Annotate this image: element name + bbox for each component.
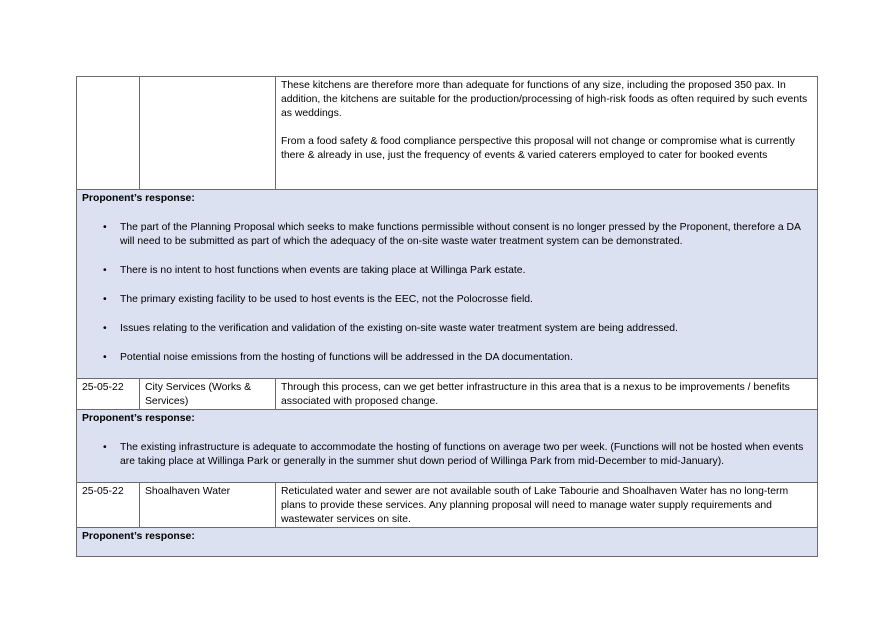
- agency-cell: [140, 77, 276, 190]
- response-cell: [77, 190, 818, 379]
- comment-paragraph: These kitchens are therefore more than adequate for functions of any size, including the proposed 350 pax. In addition, the kitchens are suitable for the production/processing of high-risk foods as often required by such events as weddings.: [281, 80, 808, 119]
- response-row: [77, 528, 818, 557]
- bullet-icon: •: [103, 222, 107, 233]
- date-cell: 25-05-22: [77, 379, 140, 410]
- bullet-text: Potential noise emissions from the hosting of functions will be addressed in the DA documentation.: [120, 352, 573, 363]
- agency-cell: City Services (Works & Services): [140, 379, 276, 410]
- list-item: [82, 264, 812, 278]
- bullet-icon: •: [103, 442, 107, 453]
- date-cell: [77, 77, 140, 190]
- response-heading: Proponent’s response:: [82, 531, 195, 542]
- table-row: [77, 483, 818, 528]
- bullet-text: Issues relating to the verification and validation of the existing on-site waste water treatment system are being addressed.: [120, 323, 678, 334]
- bullet-icon: •: [103, 352, 107, 363]
- comment-cell: Through this process, can we get better infrastructure in this area that is a nexus to be improvements / benefits associated with proposed change.: [276, 379, 818, 410]
- list-item: [82, 441, 812, 469]
- list-item: [82, 293, 812, 307]
- comment-cell: Reticulated water and sewer are not available south of Lake Tabourie and Shoalhaven Water has no long-term plans to provide these services. Any planning proposal will need to manage water supply requirements and wastewater services on site.: [276, 483, 818, 528]
- consultation-table: [76, 76, 818, 557]
- response-row: [77, 410, 818, 483]
- date-cell: 25-05-22: [77, 483, 140, 528]
- table-row: [77, 379, 818, 410]
- agency-cell: Shoalhaven Water: [140, 483, 276, 528]
- response-bullet-list: [82, 221, 812, 365]
- response-heading: Proponent’s response:: [82, 413, 195, 424]
- list-item: [82, 351, 812, 365]
- response-cell: [77, 528, 818, 557]
- bullet-icon: •: [103, 294, 107, 305]
- response-cell: [77, 410, 818, 483]
- response-bullet-list: [82, 441, 812, 469]
- bullet-text: The primary existing facility to be used to host events is the EEC, not the Polocrosse field.: [120, 294, 533, 305]
- table-row: [77, 77, 818, 190]
- bullet-icon: •: [103, 323, 107, 334]
- list-item: [82, 322, 812, 336]
- comment-cell: [276, 77, 818, 190]
- response-heading: Proponent’s response:: [82, 193, 195, 204]
- list-item: [82, 221, 812, 249]
- bullet-icon: •: [103, 265, 107, 276]
- response-row: [77, 190, 818, 379]
- comment-paragraph: From a food safety & food compliance perspective this proposal will not change or compromise what is currently there & already in use, just the frequency of events & varied caterers employed to cater for booked events: [281, 136, 795, 161]
- bullet-text: The part of the Planning Proposal which seeks to make functions permissible without consent is no longer pressed by the Proponent, therefore a DA will need to be submitted as part of which the adequacy of the on-site waste water treatment system can be demonstrated.: [120, 222, 801, 247]
- bullet-text: The existing infrastructure is adequate to accommodate the hosting of functions on average two per week. (Functions will not be hosted when events are taking place at Willinga Park or generally in the summer shut down period of Willinga Park from mid-December to mid-January).: [120, 442, 804, 467]
- bullet-text: There is no intent to host functions when events are taking place at Willinga Park estate.: [120, 265, 526, 276]
